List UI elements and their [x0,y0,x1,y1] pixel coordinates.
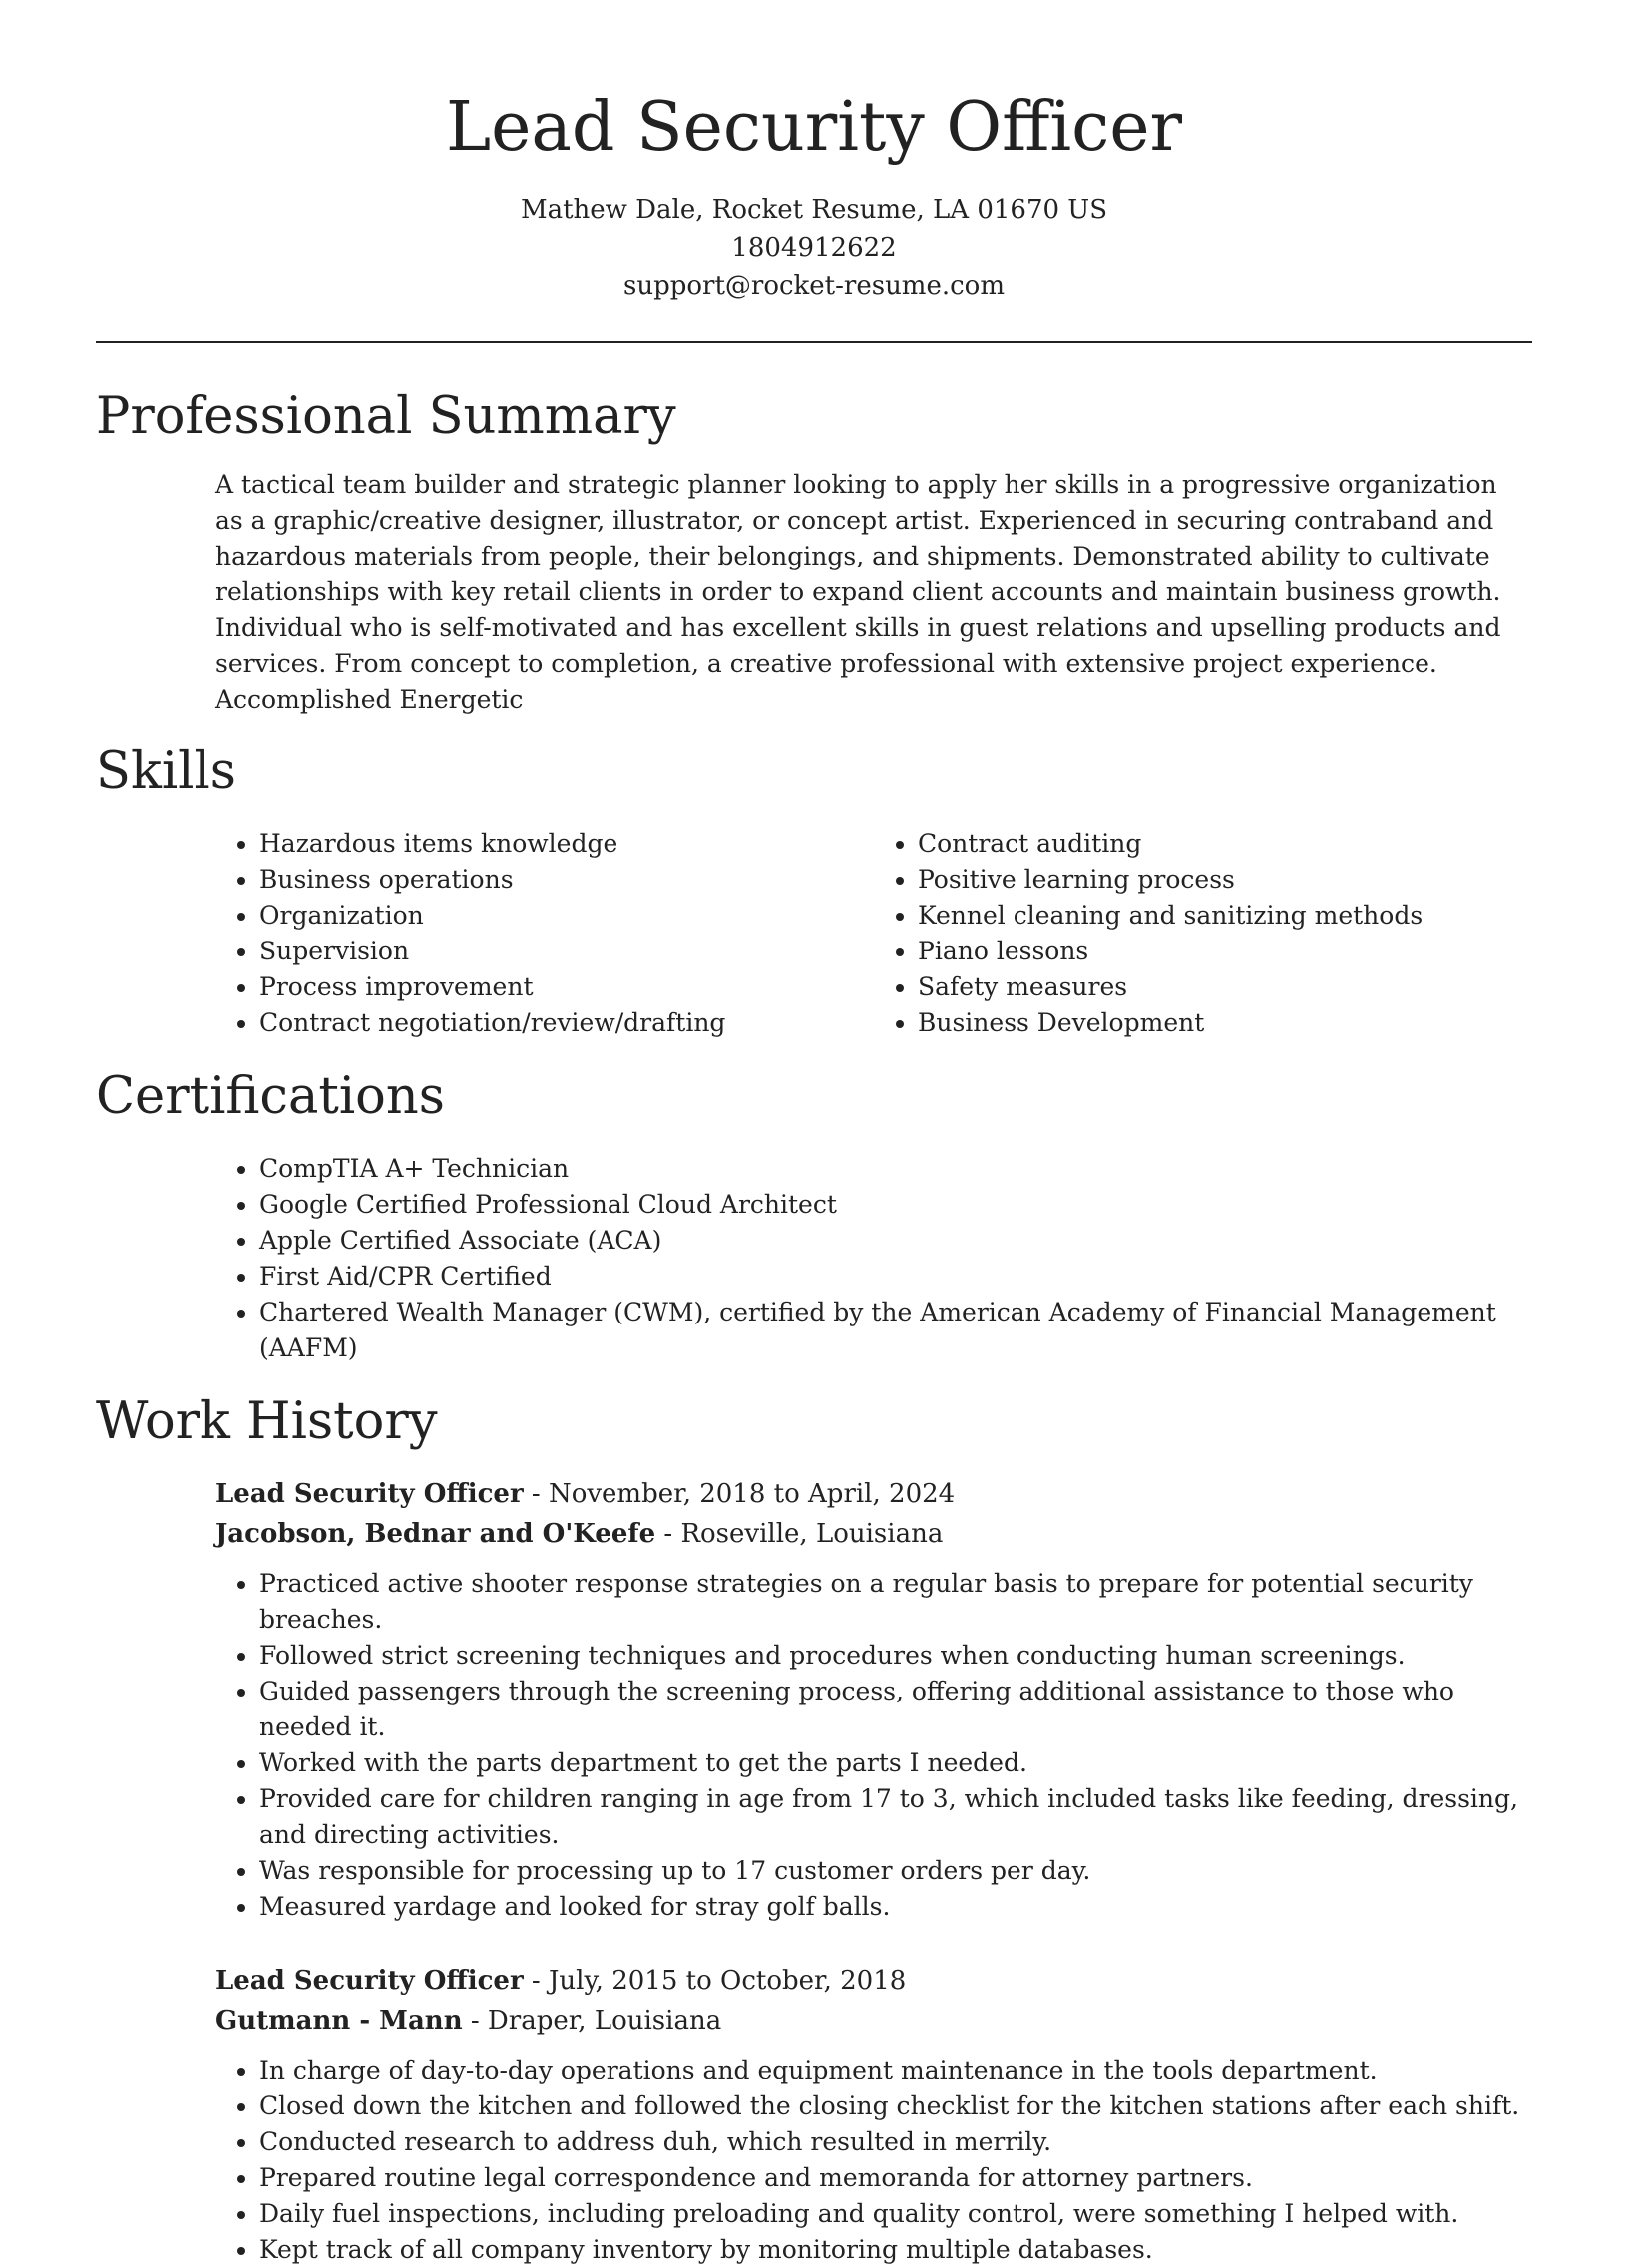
skill-item: • Contract auditing [918,826,1532,862]
skills-list [215,826,1532,1041]
job-location: - Draper, Louisiana [462,2006,722,2036]
skill-item: • Kennel cleaning and sanitizing methods [918,898,1532,934]
job-dates: - July, 2015 to October, 2018 [523,1966,907,1996]
certification-item: • Google Certified Professional Cloud Architect [259,1187,1532,1223]
job-company: Gutmann - Mann [215,2006,463,2036]
duty-item: • Followed strict screening techniques and procedures when conducting human screenings. [259,1638,1532,1674]
skills-column-left [215,826,874,1041]
contact-email: support@rocket-resume.com [622,271,1005,301]
duty-item: • Prepared routine legal correspondence and memoranda for attorney partners. [259,2160,1532,2196]
header-divider [96,341,1532,343]
resume-title: Lead Security Officer [445,88,1183,167]
skill-item: • Business Development [918,1005,1532,1041]
contact-block [96,191,1532,305]
summary-heading: Professional Summary [96,387,676,446]
skill-item: • Business operations [259,862,874,898]
duty-item: • Conducted research to address duh, which resulted in merrily. [259,2124,1532,2160]
contact-phone: 1804912622 [731,233,897,263]
job-location: - Roseville, Louisiana [655,1519,944,1549]
duty-item: • Daily fuel inspections, including preloading and quality control, were something I helped with. [259,2196,1532,2232]
duty-item: • Practiced active shooter response strategies on a regular basis to prepare for potential security breaches. [259,1566,1532,1638]
duty-item: • Measured yardage and looked for stray golf balls. [259,1889,1532,1925]
resume-page [96,0,1532,2268]
job-title: Lead Security Officer [215,1966,524,1996]
job-title: Lead Security Officer [215,1479,524,1509]
skill-item: • Contract negotiation/review/drafting [259,1005,874,1041]
skill-item: • Supervision [259,934,874,969]
job-duties [215,2053,1532,2268]
job-duties [215,1566,1532,1925]
certification-item: • Chartered Wealth Manager (CWM), certified by the American Academy of Financial Management (AAFM) [259,1295,1532,1366]
skills-heading: Skills [96,742,236,801]
duty-item: • Kept track of all company inventory by monitoring multiple databases. [259,2232,1532,2268]
job-company-line [215,1514,1532,1554]
job-entry [215,1961,1532,2268]
duty-item: • Was responsible for processing up to 17 customer orders per day. [259,1853,1532,1889]
skill-item: • Positive learning process [918,862,1532,898]
skill-item: • Organization [259,898,874,934]
skill-item: • Process improvement [259,969,874,1005]
job-dates: - November, 2018 to April, 2024 [523,1479,956,1509]
certification-item: • First Aid/CPR Certified [259,1259,1532,1295]
duty-item: • Worked with the parts department to get the parts I needed. [259,1745,1532,1781]
job-company: Jacobson, Bednar and O'Keefe [215,1519,656,1549]
skill-item: • Piano lessons [918,934,1532,969]
contact-address: Mathew Dale, Rocket Resume, LA 01670 US [520,195,1108,225]
job-entry [215,1474,1532,1925]
job-company-line [215,2001,1532,2041]
certifications-list [215,1151,1532,1366]
skill-item: • Hazardous items knowledge [259,826,874,862]
summary-text: A tactical team builder and strategic planner looking to apply her skills in a progressive organization as a graphic/creative designer, illustrator, or concept artist. Experienced in securing contraband and hazardous materials from people, their belongings, and shipments. Demonstrated ability to cultivate relationships with key retail clients in order to expand client accounts and maintain business growth. Individual who is self-motivated and has excellent skills in guest relations and upselling products and services. From concept to completion, a creative professional with extensive project experience. Accomplished Energetic [215,470,1501,714]
duty-item: • Closed down the kitchen and followed the closing checklist for the kitchen stations after each shift. [259,2088,1532,2124]
duty-item: • Guided passengers through the screening process, offering additional assistance to those who needed it. [259,1674,1532,1745]
duty-item: • In charge of day-to-day operations and equipment maintenance in the tools department. [259,2053,1532,2088]
duty-item: • Provided care for children ranging in age from 17 to 3, which included tasks like feeding, dressing, and directing activities. [259,1781,1532,1853]
certification-item: • CompTIA A+ Technician [259,1151,1532,1187]
skill-item: • Safety measures [918,969,1532,1005]
job-title-line [215,1961,1532,2001]
skills-column-right [874,826,1532,1041]
job-title-line [215,1474,1532,1514]
certifications-heading: Certifications [96,1067,445,1126]
certification-item: • Apple Certified Associate (ACA) [259,1223,1532,1259]
work-history-heading: Work History [96,1392,438,1451]
